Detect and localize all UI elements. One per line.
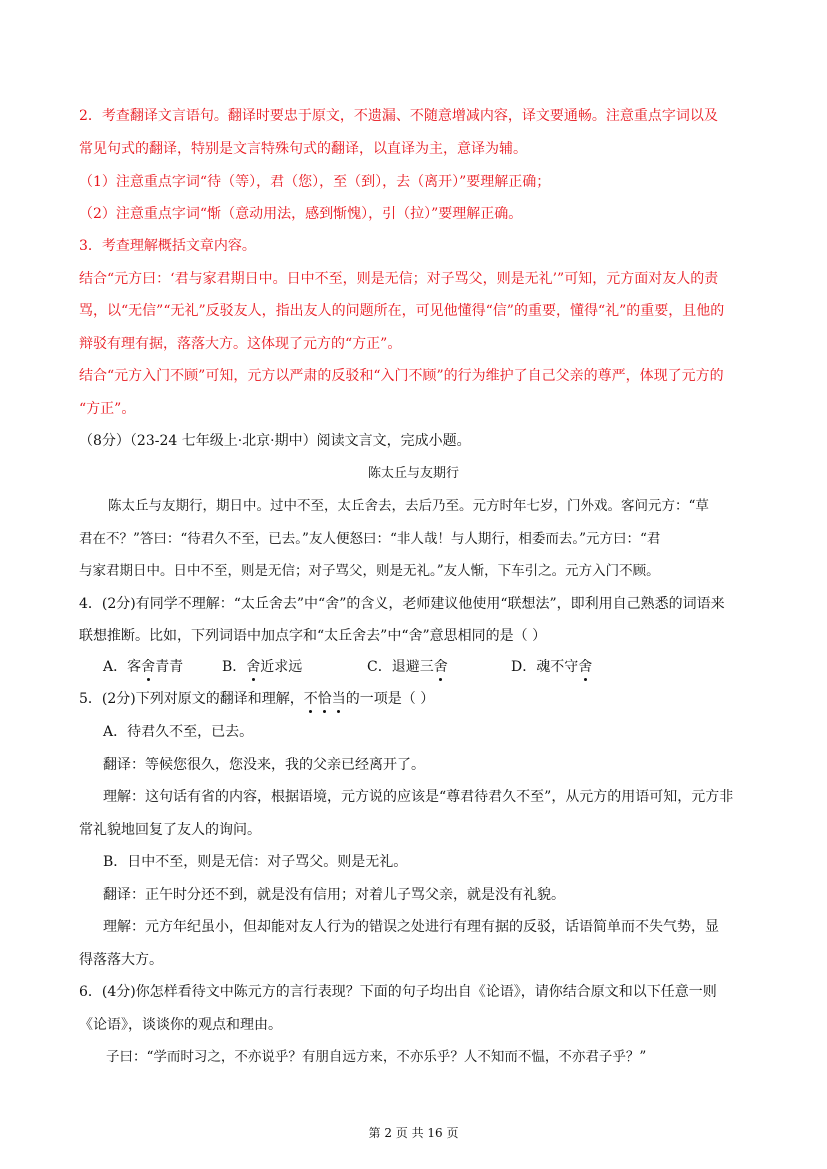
emphasis-dot-char: 恰 [317,691,332,707]
q5-option-b-translation: 翻译：正午时分还不到，就是没有信用；对着儿子骂父亲，就是没有礼貌。 [103,887,565,903]
q5-option-a-understanding-1: 理解：这句话有省的内容，根据语境，元方说的应该是“尊君待君久不至”，从元方的用语可知，元方非 [103,789,734,805]
passage-line-1: 陈太丘与友期行，期日中。过中不至，太丘舍去，去后乃至。元方时年七岁，门外戏。客问元方：“草 [108,498,709,514]
q4-option-c[interactable]: C．退避三舍 [367,659,448,675]
question-5-stem: 5．(2分)下列对原文的翻译和理解，不恰当的一项是（ ） [79,691,435,707]
answer-2-line-1: 2．考查翻译文言语句。翻译时要忠于原文，不遗漏、不随意增减内容，译文要通畅。注意重点字词以及 [79,108,718,124]
answer-2-sub-1: （1）注意重点字词“待（等），君（您），至（到），去（离开）”要理解正确； [79,174,551,190]
q4-option-d[interactable]: D．魂不守舍 [511,659,593,675]
passage-line-3: 与家君期日中。日中不至，则是无信；对子骂父，则是无礼。”友人惭，下车引之。元方入门不顾。 [79,563,660,579]
emphasis-dot-char: 不 [303,691,318,707]
emphasis-dot-char: 舍 [141,659,156,675]
analects-quote: 子曰：“学而时习之，不亦说乎？有朋自远方来，不亦乐乎？人不知而不愠，不亦君子乎？” [106,1049,647,1065]
answer-2-line-2: 常见句式的翻译，特别是文言特殊句式的翻译，以直译为主，意译为辅。 [79,141,527,157]
question-4-line-2: 联想推断。比如，下列词语中加点字和“太丘舍去”中“舍”意思相同的是（ ） [79,628,547,644]
q5-option-b-understanding-2: 得落落大方。 [79,952,163,968]
passage-line-2: 君在不？”答曰：“待君久不至，已去。”友人便怒曰：“非人哉！与人期行，相委而去。”元方曰：“君 [79,531,661,547]
emphasis-dot-char: 舍 [578,659,593,675]
question-6-line-1: 6．(4分)你怎样看待文中陈元方的言行表现？下面的句子均出自《论语》，请你结合原文和以下任意一则 [79,984,717,1000]
emphasis-dot-char: 舍 [246,659,261,675]
emphasis-dot-char: 当 [331,691,346,707]
emphasis-dot-char: 舍 [433,659,448,675]
answer-3-line-5: “方正”。 [79,401,136,417]
answer-3-line-3: 辩驳有理有据，落落大方。这体现了元方的“方正”。 [79,336,402,352]
question-4-line-1: 4．(2分)有同学不理解：“太丘舍去”中“舍”的含义，老师建议他使用“联想法”，即利用自己熟悉的词语来 [79,596,725,612]
answer-3-line-2: 骂，以“无信”“无礼”反驳友人，指出友人的问题所在，可见他懂得“信”的重要，懂得“礼”的重要，且他的 [79,303,725,319]
q5-option-b-sentence[interactable]: B．日中不至，则是无信：对子骂父。则是无礼。 [103,854,408,870]
page-footer: 第 2 页 共 16 页 [368,1126,459,1140]
q5-option-a-understanding-2: 常礼貌地回复了友人的询问。 [79,822,261,838]
answer-2-sub-2: （2）注意重点字词“惭（意动用法，感到惭愧），引（拉）”要理解正确。 [79,206,523,222]
q4-option-b[interactable]: B．舍近求远 [222,659,303,675]
answer-3-line-4: 结合“元方入门不顾”可知，元方以严肃的反驳和“入门不顾”的行为维护了自己父亲的尊严，体现了元方的 [79,368,724,384]
q5-option-b-understanding-1: 理解：元方年纪虽小，但却能对友人行为的错误之处进行有理有据的反驳，话语简单而不失气势，显 [103,919,719,935]
answer-3-line-1: 结合“元方曰：‘君与家君期日中。日中不至，则是无信；对子骂父，则是无礼’”可知，元方面对友人的责 [79,271,719,287]
passage-title: 陈太丘与友期行 [367,466,459,481]
answer-3-heading: 3．考查理解概括文章内容。 [79,238,256,254]
section-intro: （8分）（23-24 七年级上·北京·期中）阅读文言文，完成小题。 [79,433,471,449]
q5-option-a-translation: 翻译：等候您很久，您没来，我的父亲已经离开了。 [103,757,425,773]
q5-option-a-sentence[interactable]: A．待君久不至，已去。 [103,724,254,740]
q4-option-a[interactable]: A．客舍青青 [103,659,184,675]
question-6-line-2: 《论语》，谈谈你的观点和理由。 [79,1017,282,1033]
